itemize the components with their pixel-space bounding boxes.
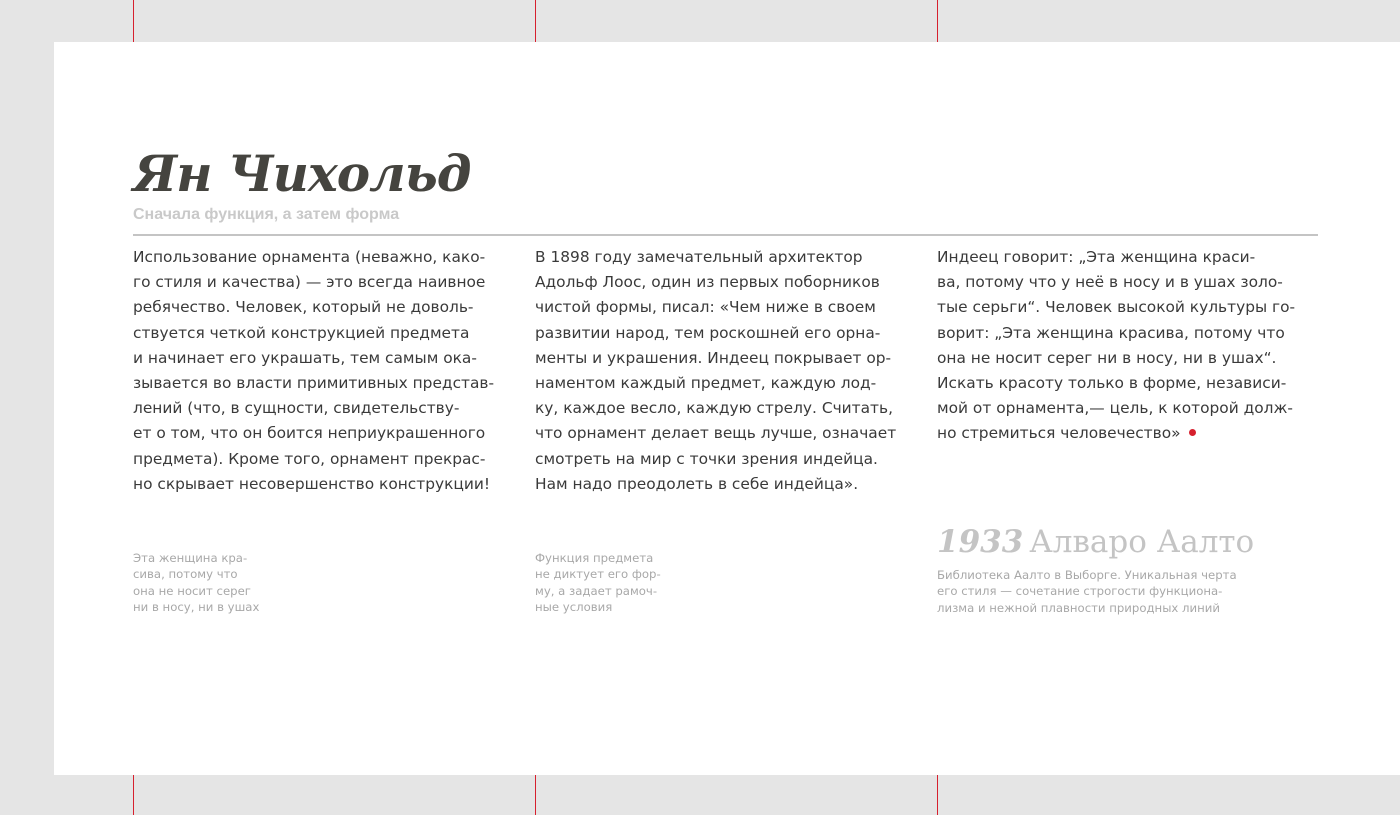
text-line-last xyxy=(937,421,1321,446)
text-line: она не носит серег ни в носу, ни в ушах“. xyxy=(937,348,1277,367)
page xyxy=(54,42,1400,775)
text-line: что орнамент делает вещь лучше, означает xyxy=(535,424,897,443)
text-line: смотреть на мир с точки зрения индейца. xyxy=(535,449,878,468)
note-line: му, а задает рамоч- xyxy=(535,583,658,598)
text-column-2 xyxy=(535,245,919,497)
aalto-year: 1933 xyxy=(937,524,1024,560)
side-note-1 xyxy=(133,550,473,615)
text-line: зывается во власти примитивных представ- xyxy=(133,374,495,393)
header-rule xyxy=(133,234,1318,236)
end-mark-icon xyxy=(1189,429,1196,436)
aalto-caption xyxy=(937,567,1277,616)
text-line: ет о том, что он боится неприукрашенного xyxy=(133,424,486,443)
text-line: Индеец говорит: „Эта женщина краси- xyxy=(937,248,1256,266)
text-line: мой от орнамента,— цель, к которой долж- xyxy=(937,399,1293,418)
page-subtitle: Сначала функция, а затем форма xyxy=(133,206,400,223)
text-line: тые серьги“. Человек высокой культуры го- xyxy=(937,298,1296,317)
text-line: ребячество. Человек, который не доволь- xyxy=(133,298,474,317)
page-title: Ян Чихольд xyxy=(133,144,471,203)
text-line: ва, потому что у неё в носу и в ушах золо- xyxy=(937,273,1283,292)
note-line: Функция предмета xyxy=(535,551,654,565)
text-line: Использование орнамента (неважно, како- xyxy=(133,248,486,266)
text-line: ствуется четкой конструкцией предмета xyxy=(133,323,470,342)
column-guide-bottom-1 xyxy=(133,775,134,815)
column-guide-top-2 xyxy=(535,0,536,42)
note-line: сива, потому что xyxy=(133,567,238,582)
column-guide-bottom-2 xyxy=(535,775,536,815)
note-line: ные условия xyxy=(535,599,613,614)
note-line: Эта женщина кра- xyxy=(133,551,248,565)
text-line: развитии народ, тем роскошней его орна- xyxy=(535,323,881,342)
text-line: менты и украшения. Индеец покрывает ор- xyxy=(535,348,892,367)
text-column-3 xyxy=(937,245,1321,447)
text-column-1 xyxy=(133,245,517,497)
column-guide-top-1 xyxy=(133,0,134,42)
text-line: предмета). Кроме того, орнамент прекрас- xyxy=(133,449,486,468)
text-line: ворит: „Эта женщина красива, потому что xyxy=(937,323,1285,342)
note-line: лизма и нежной плавности природных линий xyxy=(937,600,1220,615)
text-line: Нам надо преодолеть в себе индейца». xyxy=(535,474,859,493)
text-line: лений (что, в сущности, свидетельству- xyxy=(133,399,460,418)
text-line: наментом каждый предмет, каждую лод- xyxy=(535,374,877,393)
text-line: ку, каждое весло, каждую стрелу. Считать, xyxy=(535,399,893,418)
aalto-heading xyxy=(937,521,1254,563)
text-line: чистой формы, писал: «Чем ниже в своем xyxy=(535,298,876,317)
note-line: она не носит серег xyxy=(133,583,251,598)
text-line-content: но стремиться человечество» xyxy=(937,424,1181,443)
text-line: и начинает его украшать, тем самым ока- xyxy=(133,348,477,367)
aalto-name: Алваро Аалто xyxy=(1029,524,1255,560)
column-guide-top-3 xyxy=(937,0,938,42)
note-line: ни в носу, ни в ушах xyxy=(133,599,260,614)
text-line: но скрывает несовершенство конструкции! xyxy=(133,474,491,493)
note-line: Библиотека Аалто в Выборге. Уникальная черта xyxy=(937,568,1237,582)
text-line: В 1898 году замечательный архитектор xyxy=(535,248,863,266)
note-line: его стиля — сочетание строгости функциона- xyxy=(937,584,1223,599)
side-note-2 xyxy=(535,550,875,615)
text-line: го стиля и качества) — это всегда наивное xyxy=(133,273,486,292)
note-line: не диктует его фор- xyxy=(535,567,661,582)
column-guide-bottom-3 xyxy=(937,775,938,815)
text-line: Адольф Лоос, один из первых поборников xyxy=(535,273,880,292)
text-line: Искать красоту только в форме, независи- xyxy=(937,374,1287,393)
